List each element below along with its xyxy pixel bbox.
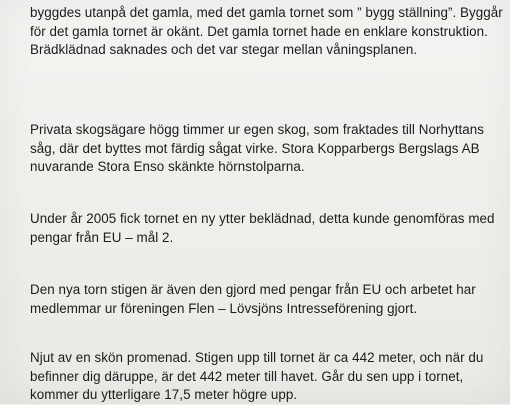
paragraph-tower-path xyxy=(30,281,508,318)
text-line: för det gamla tornet är okänt. Det gamla tornet hade en enklare konstruktion. xyxy=(30,23,488,39)
text-line: kommer du ytterligare 17,5 meter högre upp. xyxy=(30,387,298,402)
text-line: Under år 2005 fick tornet en ny ytter beklädnad, detta kunde genomföras med xyxy=(30,211,495,226)
text-line: såg, där det byttes mot färdig sågat virke. Stora Kopparbergs Bergslags AB xyxy=(30,140,480,156)
text-line: Njut av en skön promenad. Stigen upp till tornet är ca 442 meter, och när du xyxy=(30,350,484,365)
text-line: Privata skogsägare högg timmer ur egen skog, som fraktades till Norhyttans xyxy=(30,122,484,137)
text-line: medlemmar ur föreningen Flen – Lövsjöns Intresseförening gjort. xyxy=(30,300,418,316)
text-line: befinner dig däruppe, är det 442 meter till havet. Går du sen upp i tornet, xyxy=(30,368,464,384)
paragraph-timber xyxy=(30,121,508,177)
text-line: byggdes utanpå det gamla, med det gamla tornet som ” bygg ställning”. Byggår xyxy=(30,5,503,20)
text-line: Den nya torn stigen är även den gjord med pengar från EU och arbetet har xyxy=(30,282,476,297)
paragraph-cladding-2005 xyxy=(30,210,508,247)
paragraph-tower-history xyxy=(30,4,508,60)
text-line: pengar från EU – mål 2. xyxy=(30,229,174,245)
paragraph-walk xyxy=(30,349,508,405)
text-line: Brädklädnad saknades och det var stegar mellan våningsplanen. xyxy=(30,42,418,57)
text-line: nuvarande Stora Enso skänkte hörnstolparna. xyxy=(30,159,305,174)
